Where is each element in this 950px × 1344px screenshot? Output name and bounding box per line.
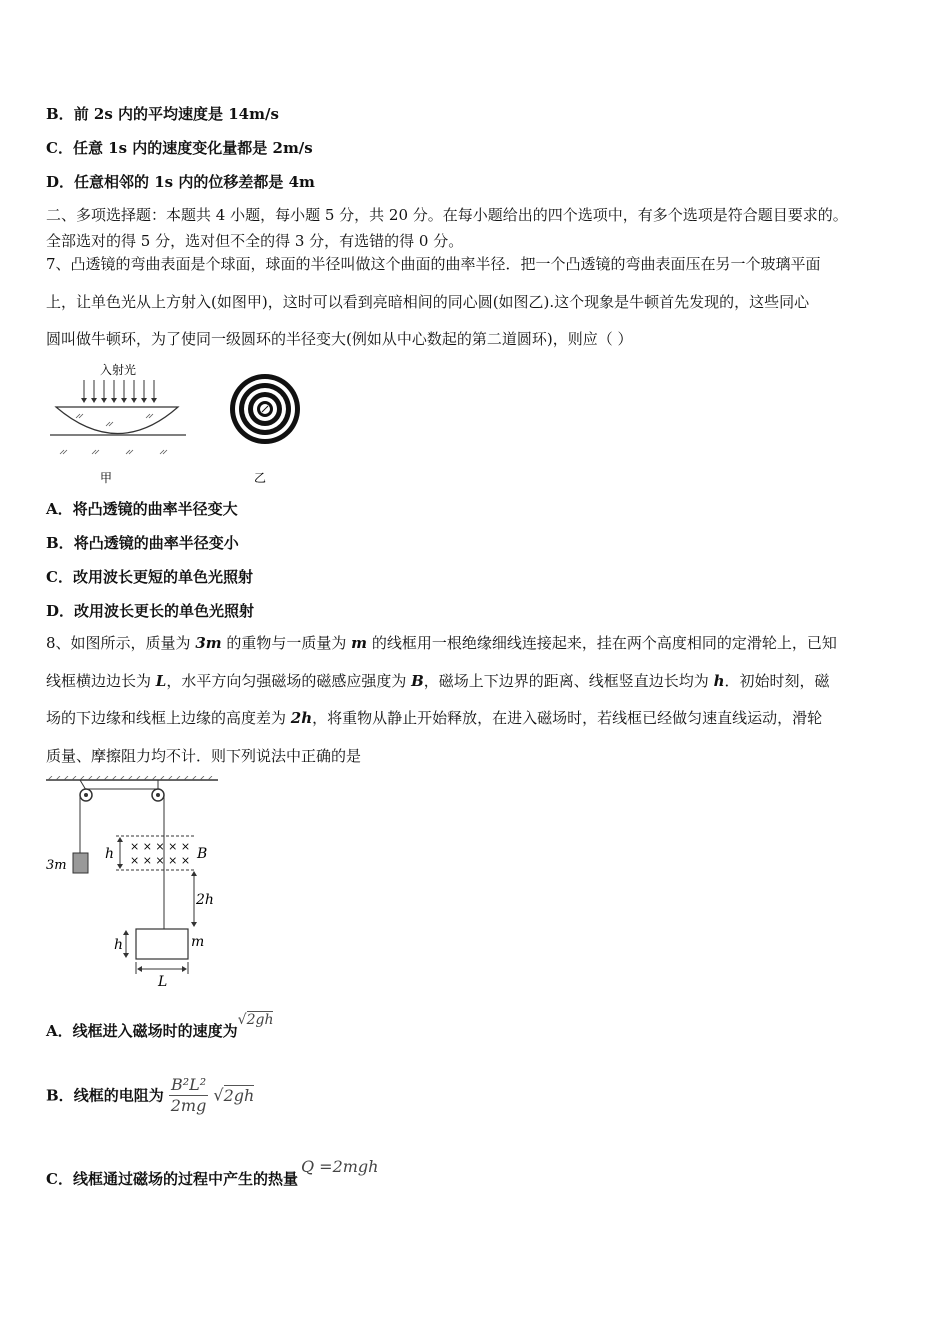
- convex-lens: [56, 407, 178, 434]
- figure-pulley-frame: [40, 776, 240, 992]
- label-h-frame: h: [114, 937, 124, 953]
- q7-line2: 上，让单色光从上方射入(如图甲)，这时可以看到亮暗相间的同心圆(如图乙).这个现象是牛顿首先发现的，这些同心: [46, 292, 810, 311]
- q8-line3: 场的下边缘和线框上边缘的高度差为 2h，将重物从静止开始释放，在进入磁场时，若线框已经做匀速直线运动，滑轮: [46, 709, 823, 727]
- fig-jia-title: 入射光: [99, 363, 137, 377]
- q8-option-a: A．线框进入磁场时的速度为√2gh: [46, 1012, 274, 1040]
- section-2-line1: 二、多项选择题：本题共 4 小题，每小题 5 分，共 20 分。在每小题给出的四个选项中，有多个选项是符合题目要求的。: [46, 206, 848, 224]
- field-row-2: × × × × ×: [130, 854, 191, 867]
- figure-jia: [46, 360, 196, 488]
- q7-option-d: D．改用波长更长的单色光照射: [46, 602, 255, 620]
- figure-yi-newton-rings: [222, 368, 308, 486]
- q8-line2: 线框横边边长为 L，水平方向匀强磁场的磁感应强度为 B，磁场上下边界的距离、线框竖直边长均为 h．初始时刻，磁: [46, 671, 830, 690]
- question-7-stem: [46, 246, 908, 359]
- q8-line1: 8、如图所示，质量为 3m 的重物与一质量为 m 的线框用一根绝缘细线连接起来，挂在两个高度相同的定滑轮上，已知: [46, 634, 837, 652]
- section-2-line2: 全部选对的得 5 分，选对但不全的得 3 分，有选错的得 0 分。: [46, 232, 464, 250]
- q7-line3: 圆叫做牛顿环，为了使同一级圆环的半径变大(例如从中心数起的第二道圆环)，则应（ ）: [46, 330, 633, 348]
- label-2h: 2h: [196, 892, 214, 908]
- q8-option-c-math: Q =2mgh: [300, 1157, 379, 1176]
- label-L: L: [158, 974, 168, 990]
- q8-option-c: C．线框通过磁场的过程中产生的热量Q =2mgh: [46, 1157, 379, 1188]
- q8-option-b-fraction: $\frac{\text{B²L²}}{2mg}$: [170, 1075, 207, 1115]
- label-3m: 3m: [46, 858, 67, 873]
- field-row-1: × × × × ×: [130, 840, 191, 853]
- label-m: m: [191, 934, 205, 950]
- label-h-field: h: [105, 846, 115, 862]
- q7-option-a: A．将凸透镜的曲率半径变大: [46, 500, 238, 518]
- question-8-stem: [46, 625, 908, 775]
- weight-3m: [73, 853, 88, 873]
- label-B: B: [197, 846, 208, 862]
- fig-yi-caption: 乙: [253, 471, 267, 485]
- option-d-prev: D．任意相邻的 1s 内的位移差都是 4m: [46, 173, 315, 191]
- q7-option-c: C．改用波长更短的单色光照射: [46, 568, 253, 586]
- option-b-prev: B．前 2s 内的平均速度是 14m/s: [46, 105, 279, 123]
- q7-option-b: B．将凸透镜的曲率半径变小: [46, 534, 239, 552]
- fig-jia-caption: 甲: [99, 471, 113, 485]
- incident-light-arrows: [84, 380, 154, 400]
- q7-line1: 7、凸透镜的弯曲表面是个球面，球面的半径叫做这个曲面的曲率半径．把一个凸透镜的弯曲表面压在另一个玻璃平面: [46, 255, 821, 273]
- q8-option-a-math: 2gh: [246, 1012, 274, 1028]
- q8-line4: 质量、摩擦阻力均不计．则下列说法中正确的是: [46, 746, 362, 765]
- q8-option-b-root: 2gh: [223, 1085, 255, 1105]
- wire-frame: [136, 929, 188, 959]
- option-c-prev: C．任意 1s 内的速度变化量都是 2m/s: [46, 139, 313, 157]
- q8-option-b: B．线框的电阻为 $\frac{\text{B²L²}}{2mg}$ √2gh: [46, 1075, 255, 1115]
